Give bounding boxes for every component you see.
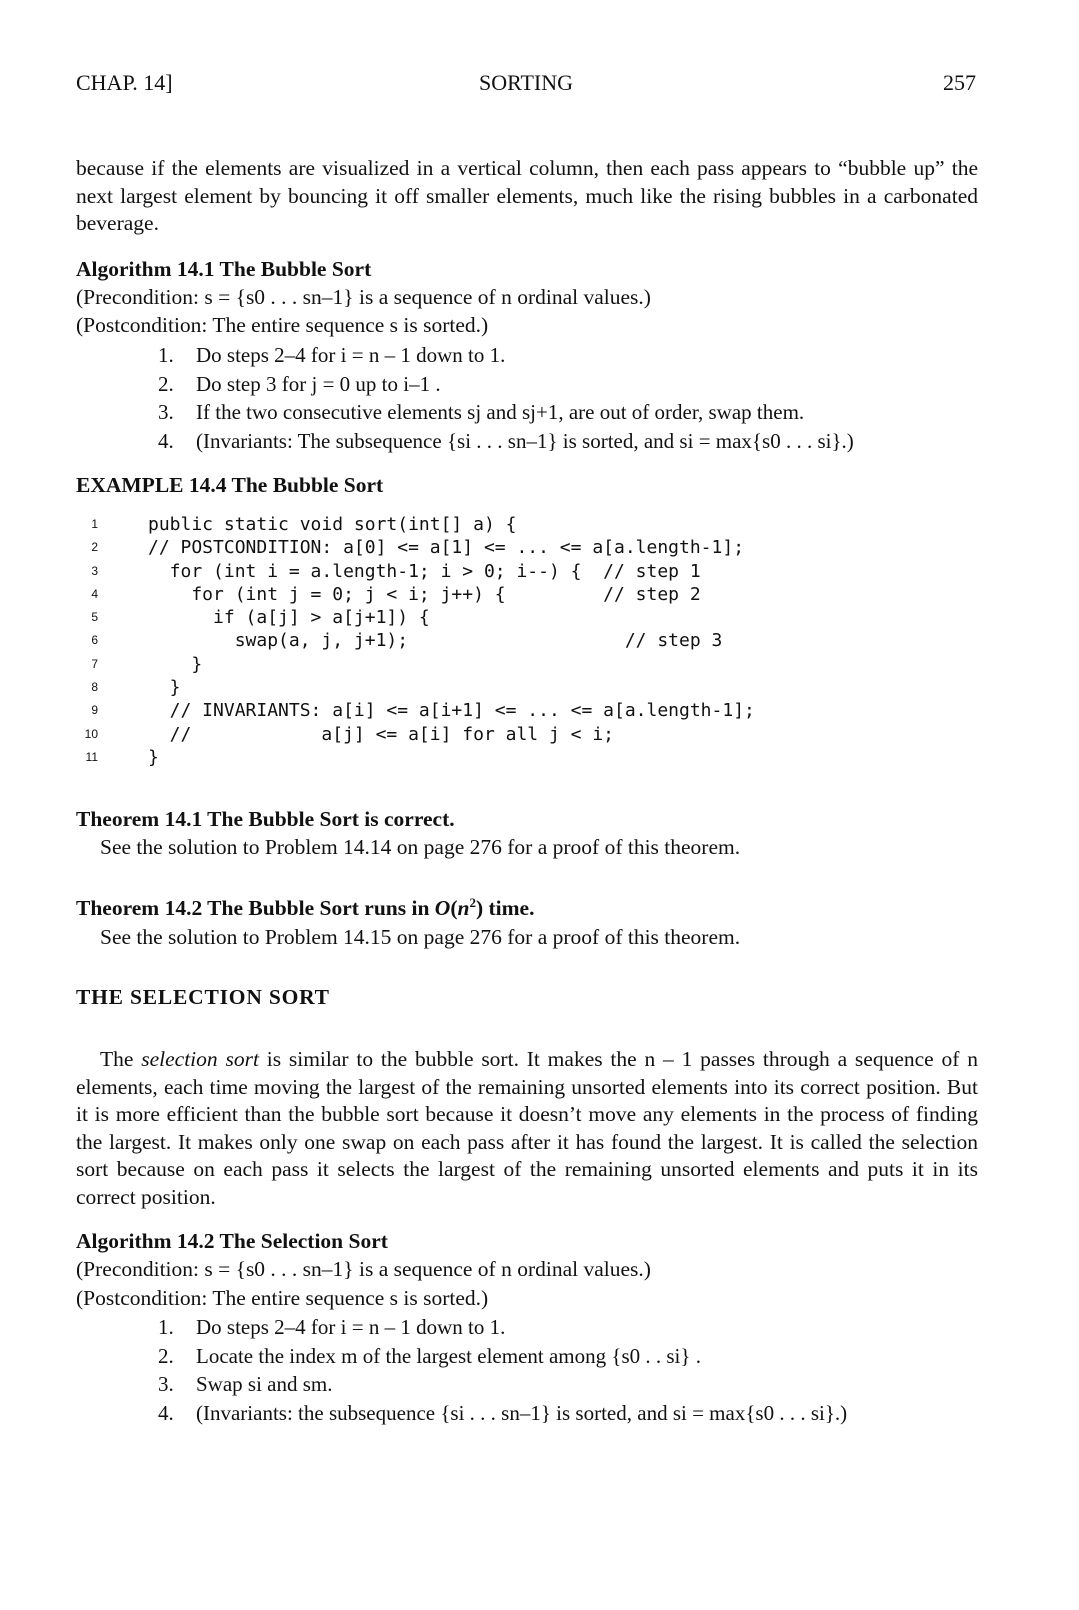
algorithm-2-precondition: (Precondition: s = {s0 . . . sn–1} is a sequence of n ordinal values.) [76, 1257, 651, 1281]
code-line: 10 // a[j] <= a[i] for all j < i; [84, 723, 614, 745]
code-line: 4 for (int j = 0; j < i; j++) { // step 2 [91, 583, 701, 605]
algorithm-2-steps [158, 1313, 978, 1427]
code-line: 6 swap(a, j, j+1); // step 3 [91, 630, 723, 652]
page-number: 257 [943, 70, 976, 95]
code-line: 11 } [85, 746, 159, 768]
algorithm-1-postcondition: (Postcondition: The entire sequence s is sorted.) [76, 313, 489, 337]
chapter-label: CHAP. 14] [76, 70, 173, 95]
algorithm-step: 4. (Invariants: the subsequence {si . . . sn–1} is sorted, and si = max{s0 . . . si}.) [158, 1400, 848, 1425]
algorithm-step: 1. Do steps 2–4 for i = n – 1 down to 1. [158, 1315, 506, 1339]
selection-sort-paragraph: The selection sort is similar to the bubble sort. It makes the n – 1 passes through a sequence of n elements, each time moving the largest of the remaining unsorted elements into its correct position. But it is more efficient than the bubble sort because it doesn’t move any elements in the process of finding the largest. It makes only one swap on each pass after it has found the largest. It is called the selection sort because on each pass it selects the largest of the remaining unsorted elements and puts it in its correct position. [76, 1047, 978, 1209]
theorem-2-title: Theorem 14.2 The Bubble Sort runs in $O(n^2)$ time. [76, 894, 535, 920]
theorem-2-body: See the solution to Problem 14.15 on page 276 for a proof of this theorem. [100, 925, 741, 949]
algorithm-1-title: Algorithm 14.1 The Bubble Sort [76, 257, 372, 281]
example-title: EXAMPLE 14.4 The Bubble Sort [76, 473, 384, 497]
code-line: 7 } [91, 653, 203, 675]
algorithm-2-postcondition: (Postcondition: The entire sequence s is sorted.) [76, 1286, 489, 1310]
code-listing [76, 513, 978, 769]
code-line: 9 // INVARIANTS: a[i] <= a[i+1] <= ... <= a[a.length-1]; [91, 700, 755, 722]
algorithm-step: 1. Do steps 2–4 for i = n – 1 down to 1. [158, 343, 506, 367]
algorithm-step: 3. If the two consecutive elements sj and sj+1, are out of order, swap them. [158, 400, 805, 424]
algorithm-2-title: Algorithm 14.2 The Selection Sort [76, 1229, 388, 1253]
algorithm-step: 2. Locate the index m of the largest element among {s0 . . si} . [158, 1343, 701, 1368]
code-line: 5 if (a[j] > a[j+1]) { [91, 607, 430, 629]
code-line: 3 for (int i = a.length-1; i > 0; i--) { // step 1 [91, 560, 701, 582]
theorem-1-title: Theorem 14.1 The Bubble Sort is correct. [76, 807, 455, 831]
code-line: 1 public static void sort(int[] a) { [91, 514, 517, 535]
section-heading: THE SELECTION SORT [76, 985, 330, 1009]
theorem-1-body: See the solution to Problem 14.14 on page 276 for a proof of this theorem. [100, 835, 741, 859]
algorithm-step: 2. Do step 3 for j = 0 up to i–1 . [158, 371, 441, 396]
algorithm-1-precondition: (Precondition: s = {s0 . . . sn–1} is a sequence of n ordinal values.) [76, 285, 651, 309]
algorithm-1-steps [158, 341, 978, 455]
code-line: 2 // POSTCONDITION: a[0] <= a[1] <= ... <= a[a.length-1]; [91, 537, 745, 559]
running-header [76, 70, 976, 100]
chapter-title: SORTING [478, 70, 573, 95]
intro-paragraph: because if the elements are visualized in a vertical column, then each pass appears to “bubble up” the next largest element by bouncing it off smaller elements, much like the rising bubbles in a carbonated beverage. [76, 156, 978, 235]
algorithm-step: 4. (Invariants: The subsequence {si . . . sn–1} is sorted, and si = max{s0 . . . si}.) [158, 428, 854, 453]
code-line: 8 } [91, 677, 181, 699]
algorithm-step: 3. Swap si and sm. [158, 1372, 333, 1396]
